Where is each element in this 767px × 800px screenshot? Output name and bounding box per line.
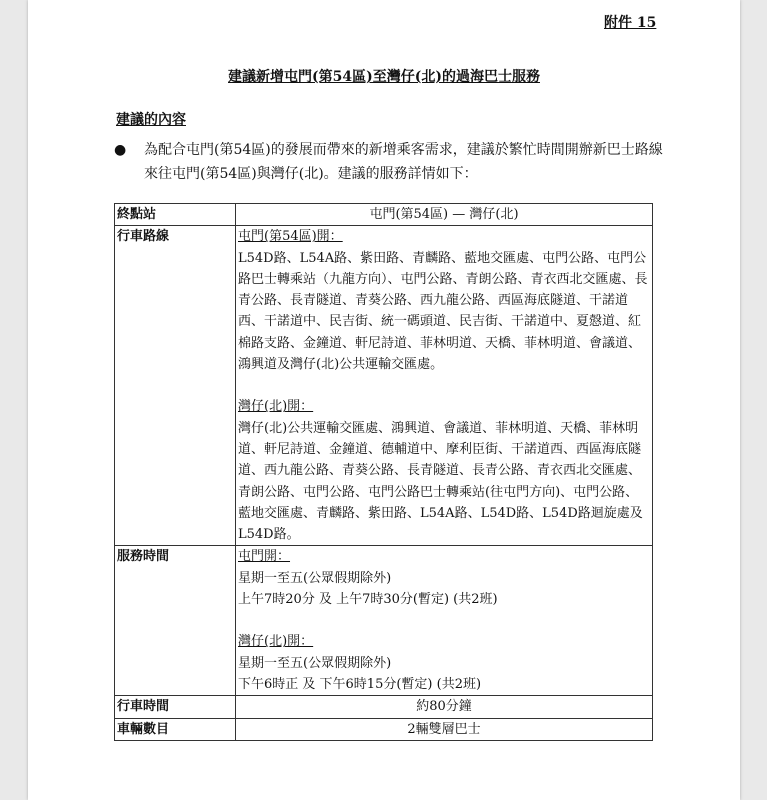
route-from-wan-chai-heading: 灣仔(北)開： [238, 399, 314, 415]
route-label: 行車路線 [115, 226, 236, 546]
route-from-wan-chai-text: 灣仔(北)公共運輸交匯處、鴻興道、會議道、菲林明道、天橋、菲林明道、軒尼詩道、金鐘道、德輔道中、摩利臣街、干諾道西、西區海底隧道、西九龍公路、青葵公路、長青隧道、長青公路、青衣西北交匯處、青朗公路、屯門公路、屯門公路巴士轉乘站(往屯門方向)、屯門公路、藍地交匯處、青麟路、紫田路、L54A路、L54D路、L54D路迴旋處及L54D路。 [238, 420, 643, 543]
table-row [115, 226, 653, 546]
document-title: 建議新增屯門(第54區)至灣仔(北)的過海巴士服務 [228, 69, 540, 85]
hours-label: 服務時間 [115, 546, 236, 696]
bullet-paragraph: 為配合屯門(第54區)的發展而帶來的新增乘客需求，建議於繁忙時間開辦新巴士路線來往屯門(第54區)與灣仔(北)。建議的服務詳情如下： [144, 142, 663, 182]
hours-wan-chai-times: 下午6時正 及 下午6時15分(暫定) (共2班) [238, 676, 482, 692]
terminus-label: 終點站 [115, 204, 236, 226]
hours-wan-chai-heading: 灣仔(北)開： [238, 634, 314, 650]
section-heading: 建議的內容 [116, 112, 186, 128]
document-page [28, 0, 740, 800]
journey-time-label: 行車時間 [115, 696, 236, 718]
table-row [115, 204, 653, 226]
bullet-icon: ● [114, 142, 127, 158]
annex-number: 附件 15 [604, 15, 657, 31]
route-cell [236, 226, 653, 546]
journey-time-value: 約80分鐘 [236, 696, 653, 718]
service-details-table [114, 203, 653, 741]
table-row [115, 696, 653, 718]
table-row [115, 546, 653, 696]
hours-tuen-mun-heading: 屯門開： [238, 549, 291, 565]
terminus-value: 屯門(第54區) — 灣仔(北) [236, 204, 653, 226]
table-row [115, 718, 653, 740]
hours-wan-chai-days: 星期一至五(公眾假期除外) [238, 655, 392, 671]
hours-tuen-mun-days: 星期一至五(公眾假期除外) [238, 570, 392, 586]
vehicles-value: 2輛雙層巴士 [236, 718, 653, 740]
spacer [238, 610, 650, 631]
spacer [238, 375, 650, 396]
route-from-tuen-mun-heading: 屯門(第54區)開： [238, 229, 343, 245]
hours-cell [236, 546, 653, 696]
hours-tuen-mun-times: 上午7時20分 及 上午7時30分(暫定) (共2班) [238, 592, 498, 608]
vehicles-label: 車輛數目 [115, 718, 236, 740]
route-from-tuen-mun-text: L54D路、L54A路、紫田路、青麟路、藍地交匯處、屯門公路、屯門公路巴士轉乘站（九龍方向）、屯門公路、青朗公路、青衣西北交匯處、長青公路、長青隧道、青葵公路、西九龍公路、西區海底隧道、干諾道西、干諾道中、民吉街、統一碼頭道、民吉街、干諾道中、夏慤道、紅棉路支路、金鐘道、軒尼詩道、菲林明道、天橋、菲林明道、會議道、鴻興道及灣仔(北)公共運輸交匯處。 [238, 250, 648, 373]
